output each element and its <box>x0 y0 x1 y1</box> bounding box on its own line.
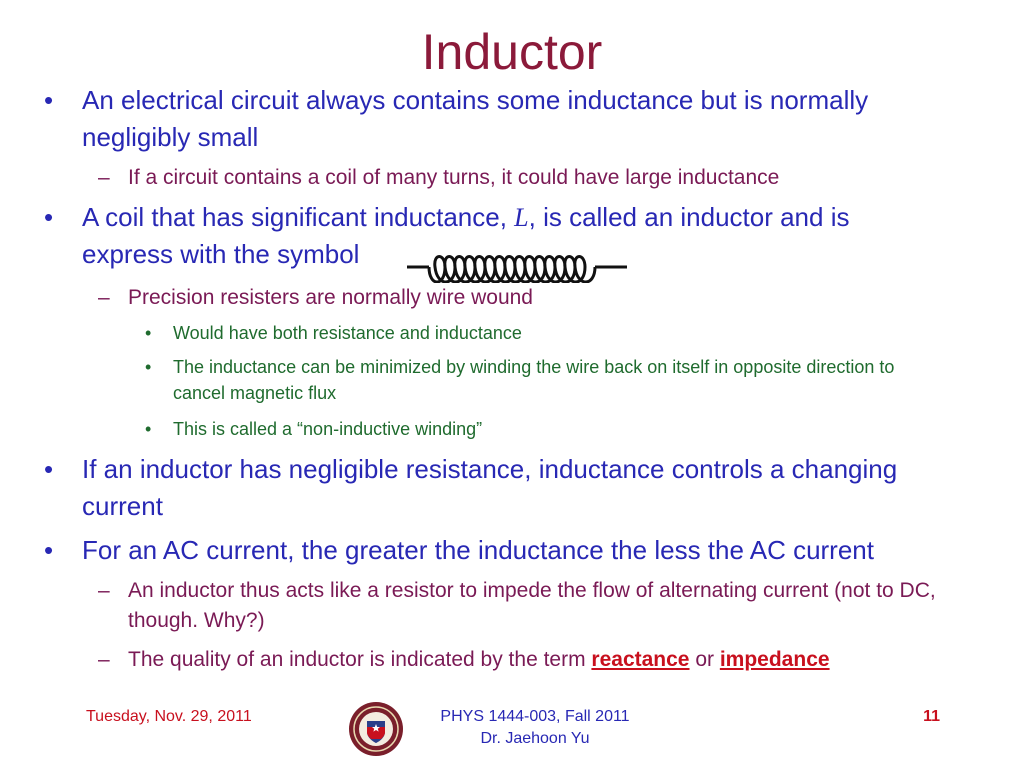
bullet-4-sub-2-text-mid: or <box>689 648 720 671</box>
bullet-2-sub-1 <box>98 283 968 313</box>
bullet-2-sub-1-text: Precision resisters are normally wire wound <box>128 286 533 309</box>
bullet-2-text-pre: A coil that has significant inductance, <box>82 202 515 232</box>
bullet-marker: • <box>44 535 54 565</box>
bullet-1-text: An electrical circuit always contains some inductance but is normally negligibly small <box>82 85 869 152</box>
bullet-4-sub-1 <box>98 576 968 636</box>
bullet-4-sub-1-text: An inductor thus acts like a resistor to impede the flow of alternating current (not to DC, though. Why?) <box>128 579 936 632</box>
slide-title: Inductor <box>421 24 603 80</box>
bullet-2-text-post: , is called an inductor and is express with the symbol <box>82 202 850 269</box>
bullet-1-sub-1-text: If a circuit contains a coil of many turns, it could have large inductance <box>128 166 780 189</box>
dash-marker: – <box>98 286 110 309</box>
sub-item-text: This is called a “non-inductive winding” <box>173 419 483 439</box>
bullet-3-text: If an inductor has negligible resistance, inductance controls a changing current <box>82 454 898 521</box>
bullet-4-sub-2-text-pre: The quality of an inductor is indicated by the term <box>128 648 592 671</box>
bullet-4 <box>44 532 982 569</box>
bullet-marker: • <box>44 85 54 115</box>
term-impedance: impedance <box>719 648 830 671</box>
bullet-marker: • <box>145 323 152 343</box>
bullet-2-sub-1-item-1 <box>145 320 933 346</box>
term-reactance: reactance <box>591 648 690 671</box>
bullet-marker: • <box>44 454 54 484</box>
slide-number: 11 <box>923 708 940 725</box>
bullet-marker: • <box>44 202 54 232</box>
sub-item-text: Would have both resistance and inductance <box>173 323 522 343</box>
bullet-3 <box>44 451 982 525</box>
dash-marker: – <box>98 648 110 671</box>
university-seal-icon <box>348 701 404 757</box>
inductor-coil-icon <box>405 247 630 283</box>
dash-marker: – <box>98 579 110 602</box>
inductance-symbol-l: L <box>514 203 529 232</box>
footer-course-line-1: PHYS 1444-003, Fall 2011 <box>440 708 630 725</box>
bullet-4-text: For an AC current, the greater the inductance the less the AC current <box>82 535 874 565</box>
bullet-2-sub-1-item-2 <box>145 354 933 406</box>
footer-course <box>400 706 670 750</box>
bullet-marker: • <box>145 419 152 439</box>
bullet-marker: • <box>145 357 152 377</box>
footer-date: Tuesday, Nov. 29, 2011 <box>86 708 252 725</box>
sub-item-text: The inductance can be minimized by winding the wire back on itself in opposite direction to cancel magnetic flux <box>173 357 895 403</box>
bullet-4-sub-2 <box>98 645 968 675</box>
bullet-1 <box>44 82 982 156</box>
bullet-2-sub-1-item-3 <box>145 416 933 442</box>
dash-marker: – <box>98 166 110 189</box>
footer-course-line-2: Dr. Jaehoon Yu <box>480 730 590 747</box>
bullet-1-sub-1 <box>98 163 968 193</box>
